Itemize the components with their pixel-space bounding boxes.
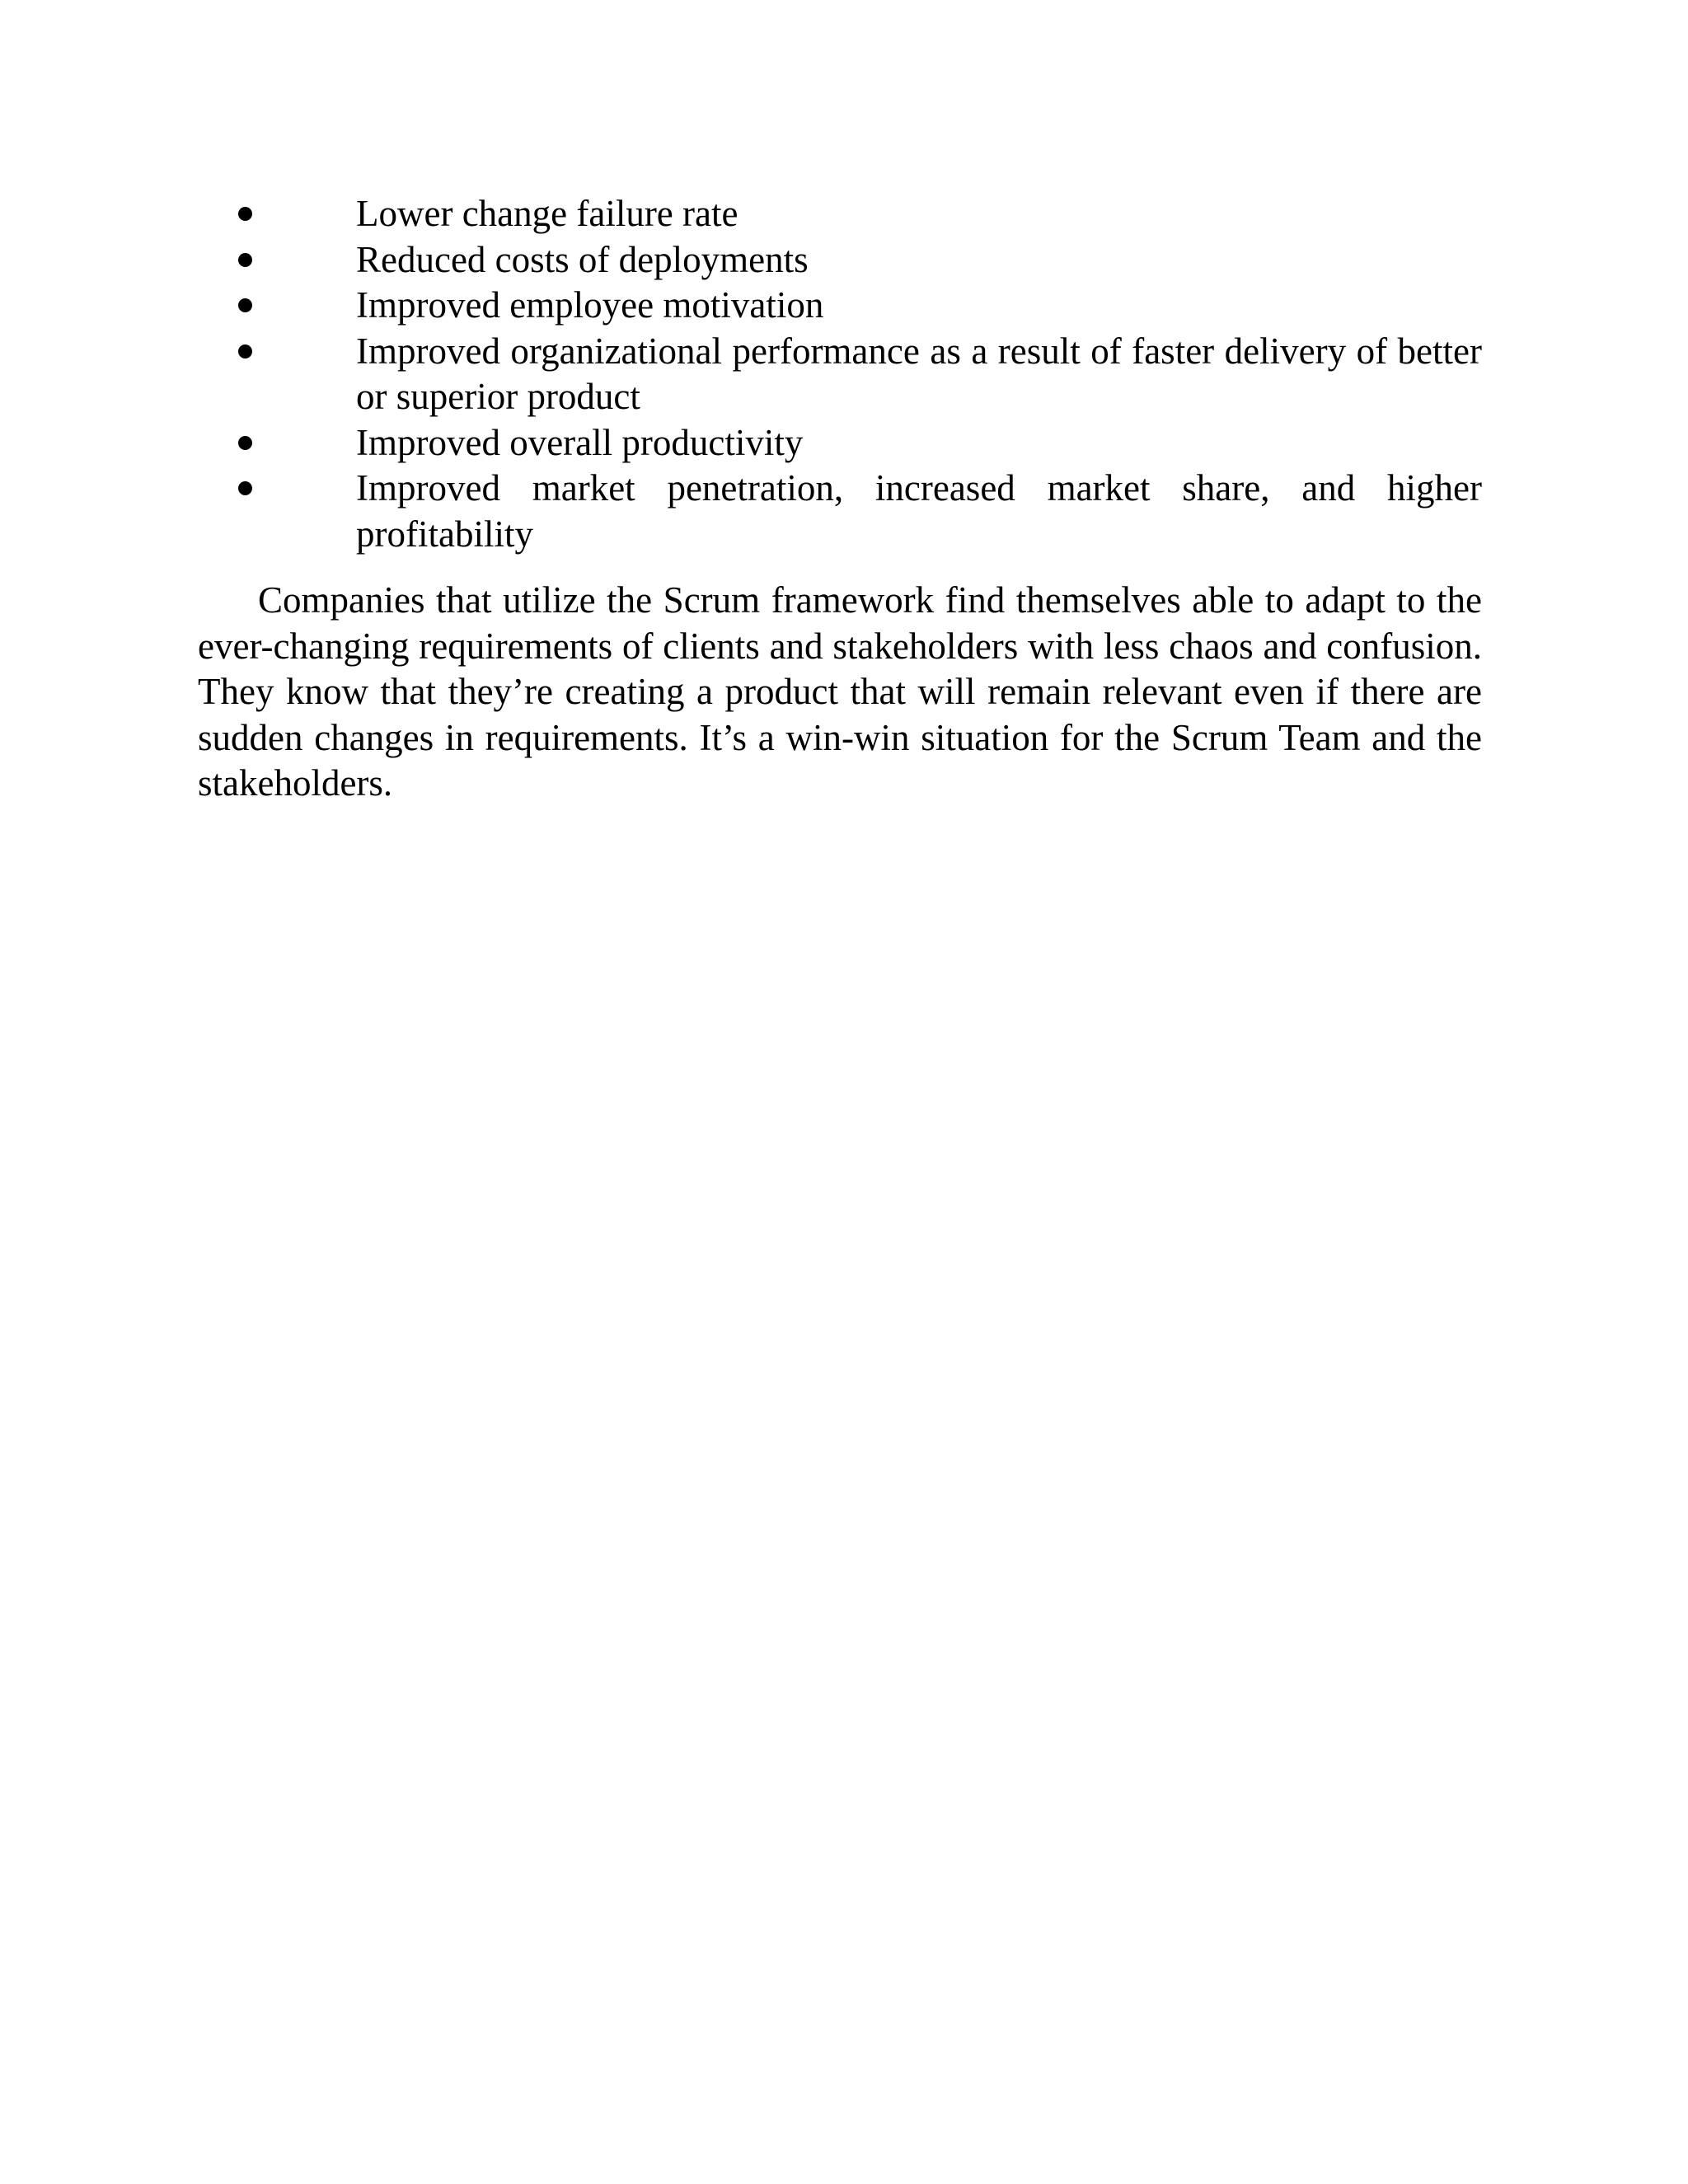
benefits-bullet-list (198, 191, 1482, 557)
bullet-text: Reduced costs of deployments (356, 238, 809, 280)
bullet-item (198, 466, 1482, 557)
bullet-icon (238, 298, 252, 312)
bullet-icon (238, 436, 252, 450)
bullet-text: Improved organizational performance as a result of faster delivery of better or superior product (356, 330, 1482, 417)
bullet-text: Lower change failure rate (356, 193, 738, 234)
bullet-item (198, 329, 1482, 420)
bullet-item (198, 237, 1482, 284)
bullet-icon (238, 481, 252, 495)
body-paragraph: Companies that utilize the Scrum framework find themselves able to adapt to the ever-changing requirements of clients and stakeholders with less chaos and confusion. They know that they’re creating a product that will remain relevant even if there are sudden changes in requirements. It’s a win-win situation for the Scrum Team and the stakeholders. (198, 579, 1482, 804)
bullet-text: Improved market penetration, increased market share, and higher profitability (356, 467, 1482, 555)
bullet-item (198, 191, 1482, 237)
document-page (198, 191, 1482, 807)
bullet-icon (238, 253, 252, 267)
bullet-item (198, 283, 1482, 329)
bullet-icon (238, 344, 252, 359)
bullet-text: Improved overall productivity (356, 421, 804, 463)
bullet-item (198, 420, 1482, 466)
bullet-icon (238, 207, 252, 221)
bullet-text: Improved employee motivation (356, 284, 824, 326)
